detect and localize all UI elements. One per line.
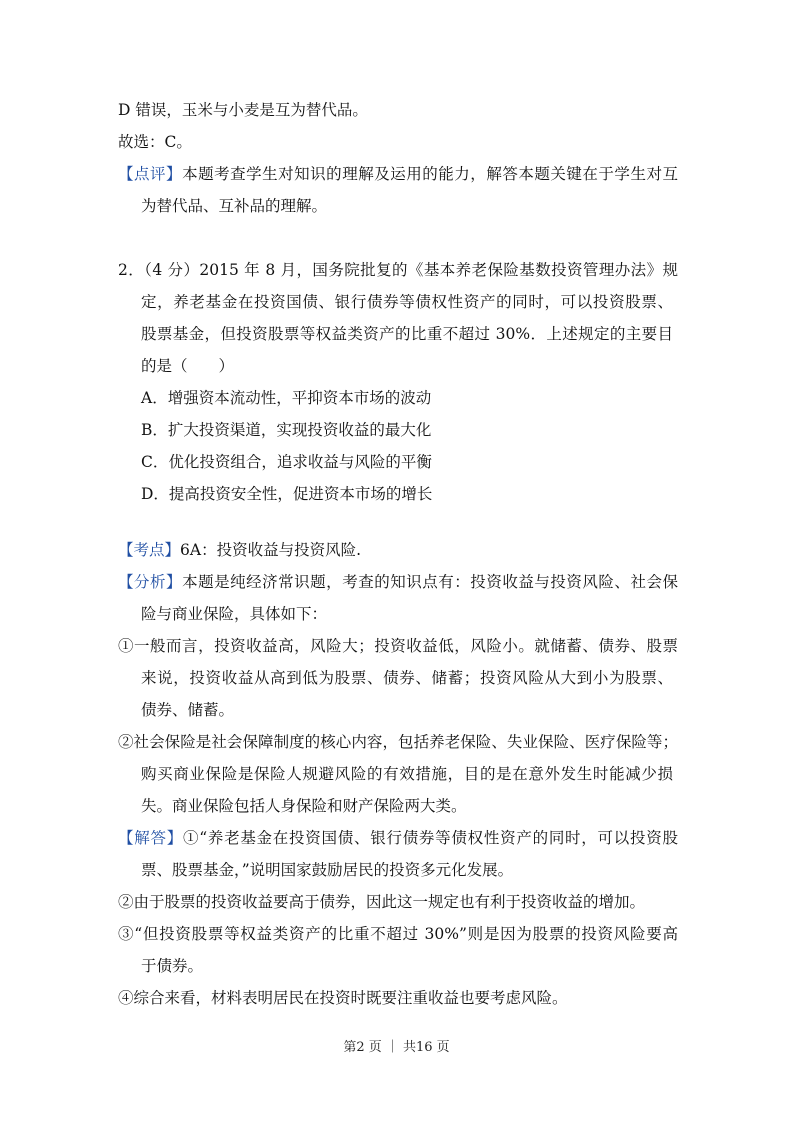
fenxi-line-2: 险与商业保险，具体如下： [141,605,328,623]
jieda-tag: 【解答】 [118,829,183,847]
answer2-line: ②由于股票的投资收益要高于债券，因此这一规定也有利于投资收益的增加。 [118,893,646,911]
point1-line-3: 债券、储蓄。 [141,701,235,719]
option-d: D．提高投资安全性，促进资本市场的增长 [141,485,433,503]
fenxi-text-1: 本题是纯经济常识题，考查的知识点有：投资收益与投资风险、社会保 [182,573,678,591]
comment-tag: 【点评】 [118,165,183,183]
point2-line-1: ②社会保险是社会保障制度的核心内容，包括养老保险、失业保险、医疗保险等； [118,733,678,751]
answer-d-explanation: D 错误，玉米与小麦是互为替代品。 [118,101,368,119]
fenxi-tag: 【分析】 [118,573,183,591]
option-a: A．增强资本流动性，平抑资本市场的波动 [141,389,432,407]
answer-choice: 故选：C。 [118,133,192,151]
jieda-text-1: ①“养老基金在投资国债、银行债券等债权性资产的同时，可以投资股 [182,829,678,847]
question-line-2: 定，养老基金在投资国债、银行债券等债权性资产的同时，可以投资股票、 [141,293,673,311]
point2-line-3: 失。商业保险包括人身保险和财产保险两大类。 [141,797,467,815]
page-number-footer: 第2 页 ｜ 共16 页 [343,1040,450,1055]
answer4-line: ④综合来看，材料表明居民在投资时既要注重收益也要考虑风险。 [118,989,568,1007]
comment-line-2: 为替代品、互补品的理解。 [141,197,328,215]
comment-text-1: 本题考查学生对知识的理解及运用的能力，解答本题关键在于学生对互 [182,165,678,183]
fenxi-line-1 [118,571,678,593]
question-line-3: 股票基金，但投资股票等权益类资产的比重不超过 30%．上述规定的主要目 [141,325,673,343]
answer3-line-1: ③“但投资股票等权益类资产的比重不超过 30%”则是因为股票的投资风险要高 [118,925,678,943]
jieda-line-1 [118,827,678,849]
point2-line-2: 购买商业保险是保险人规避风险的有效措施，目的是在意外发生时能减少损 [141,765,673,783]
answer3-line-2: 于债券。 [141,957,204,975]
question-line-1: 2．（4 分）2015 年 8 月，国务院批复的《基本养老保险基数投资管理办法》规 [118,261,678,279]
comment-line-1 [118,163,678,185]
question-line-4: 的是（ ） [141,357,235,375]
kaodian-line [118,539,678,561]
option-c: C．优化投资组合，追求收益与风险的平衡 [141,453,432,471]
kaodian-text: 6A：投资收益与投资风险. [180,541,361,559]
kaodian-tag: 【考点】 [118,541,181,559]
option-b: B．扩大投资渠道，实现投资收益的最大化 [141,421,432,439]
point1-line-2: 来说，投资收益从高到低为股票、债券、储蓄；投资风险从大到小为股票、 [141,669,673,687]
jieda-line-2: 票、股票基金，”说明国家鼓励居民的投资多元化发展。 [141,861,514,879]
point1-line-1: ①一般而言，投资收益高，风险大；投资收益低，风险小。就储蓄、债券、股票 [118,637,678,655]
